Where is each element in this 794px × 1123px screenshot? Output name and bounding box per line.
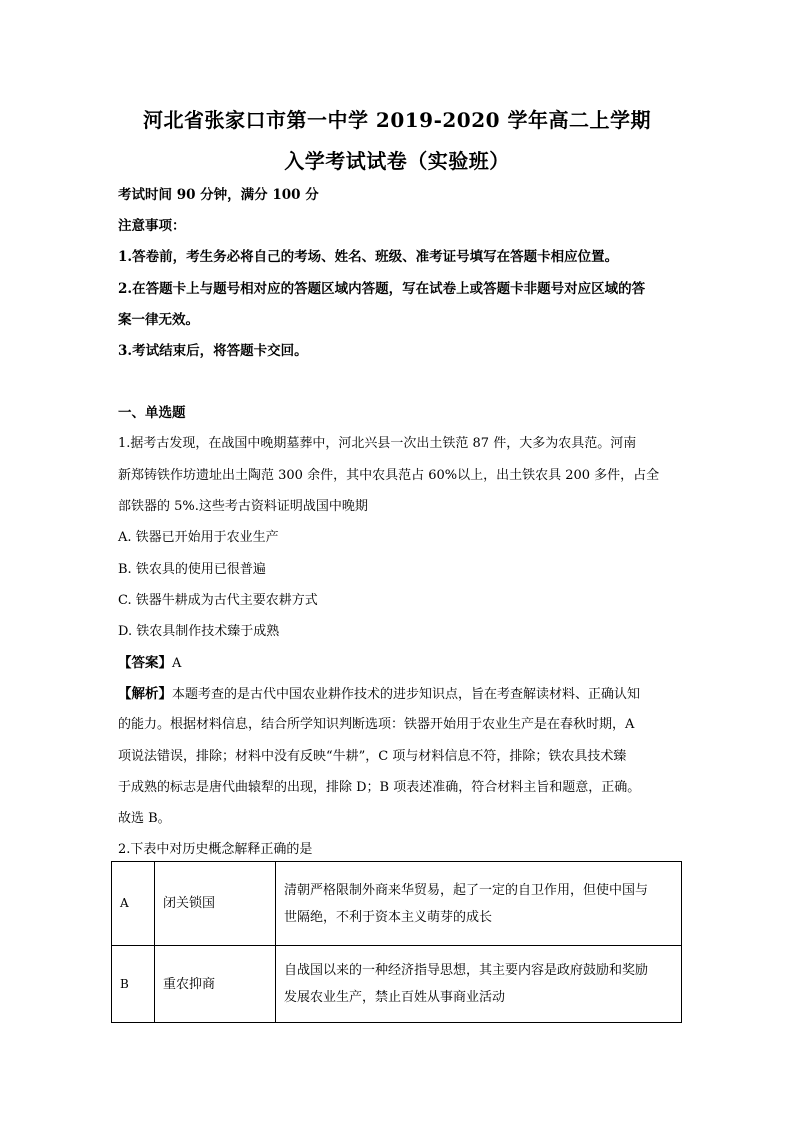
q1-stem-line1: 1.据考古发现，在战国中晚期墓葬中，河北兴县一次出土铁范 87 件，大多为农具范。河南: [118, 436, 637, 451]
q2-table: [111, 861, 682, 1023]
q1-analysis-line5: 故选 B。: [118, 811, 171, 826]
answer-value: A: [172, 656, 182, 671]
q1-stem-line3: 部铁器的 5%.这些考古资料证明战国中晚期: [118, 499, 368, 514]
notice-item-3: 3.考试结束后，将答题卡交回。: [118, 343, 308, 359]
exam-title-line2: 入学考试试卷（实验班）: [284, 149, 510, 173]
table-row: [112, 862, 682, 946]
notice-heading: 注意事项：: [118, 218, 186, 234]
section-heading: 一、单选题: [118, 405, 186, 421]
q1-analysis-line1: [118, 684, 683, 705]
notice-item-2-line1: 2.在答题卡上与题号相对应的答题区域内答题，写在试卷上或答题卡非题号对应区域的答: [118, 281, 646, 297]
analysis-label: 【解析】: [118, 686, 172, 702]
explanation-line2: 世隔绝，不利于资本主义萌芽的成长: [284, 909, 493, 925]
row-term: 闭关锁国: [155, 862, 276, 946]
row-explanation: [276, 862, 682, 946]
q1-analysis-line4: 于成熟的标志是唐代曲辕犁的出现，排除 D；B 项表述准确，符合材料主旨和题意，正确。: [118, 780, 641, 795]
exam-title-line1: 河北省张家口市第一中学 2019-2020 学年高二上学期: [142, 108, 652, 132]
q1-analysis-line3: 项说法错误，排除；材料中没有反映“牛耕”，C 项与材料信息不符，排除；铁农具技术臻: [118, 749, 627, 764]
q1-answer: [118, 653, 683, 674]
table-row: [112, 946, 682, 1023]
q1-analysis-line2: 的能力。根据材料信息，结合所学知识判断选项：铁器开始用于农业生产是在春秋时期，A: [118, 717, 635, 732]
notice-item-1: 1.答卷前，考生务必将自己的考场、姓名、班级、准考证号填写在答题卡相应位置。: [118, 249, 619, 265]
row-term: 重农抑商: [155, 946, 276, 1023]
q1-option-c: C. 铁器牛耕成为古代主要农耕方式: [118, 593, 318, 608]
notice-item-2-line2: 案一律无效。: [118, 312, 199, 328]
q1-stem-line2: 新郑铸铁作坊遗址出土陶范 300 余件，其中农具范占 60%以上，出土铁农具 200 多件，占全: [118, 468, 660, 483]
row-explanation: [276, 946, 682, 1023]
row-letter: B: [112, 946, 155, 1023]
explanation-line2: 发展农业生产，禁止百姓从事商业活动: [284, 990, 506, 1005]
q1-option-b: B. 铁农具的使用已很普遍: [118, 562, 266, 577]
row-letter: A: [112, 862, 155, 946]
explanation-line1: 清朝严格限制外商来华贸易，起了一定的自卫作用，但使中国与: [284, 882, 649, 898]
q2-stem: 2.下表中对历史概念解释正确的是: [118, 842, 313, 857]
answer-label: 【答案】: [118, 655, 172, 671]
q1-option-a: A. 铁器已开始用于农业生产: [118, 530, 279, 545]
analysis-text-1: 本题考查的是古代中国农业耕作技术的进步知识点，旨在考查解读材料、正确认知: [172, 687, 641, 702]
explanation-line1: 自战国以来的一种经济指导思想，其主要内容是政府鼓励和奖励: [284, 963, 649, 978]
q1-option-d: D. 铁农具制作技术臻于成熟: [118, 624, 280, 639]
exam-time-info: 考试时间 90 分钟，满分 100 分: [118, 187, 319, 203]
